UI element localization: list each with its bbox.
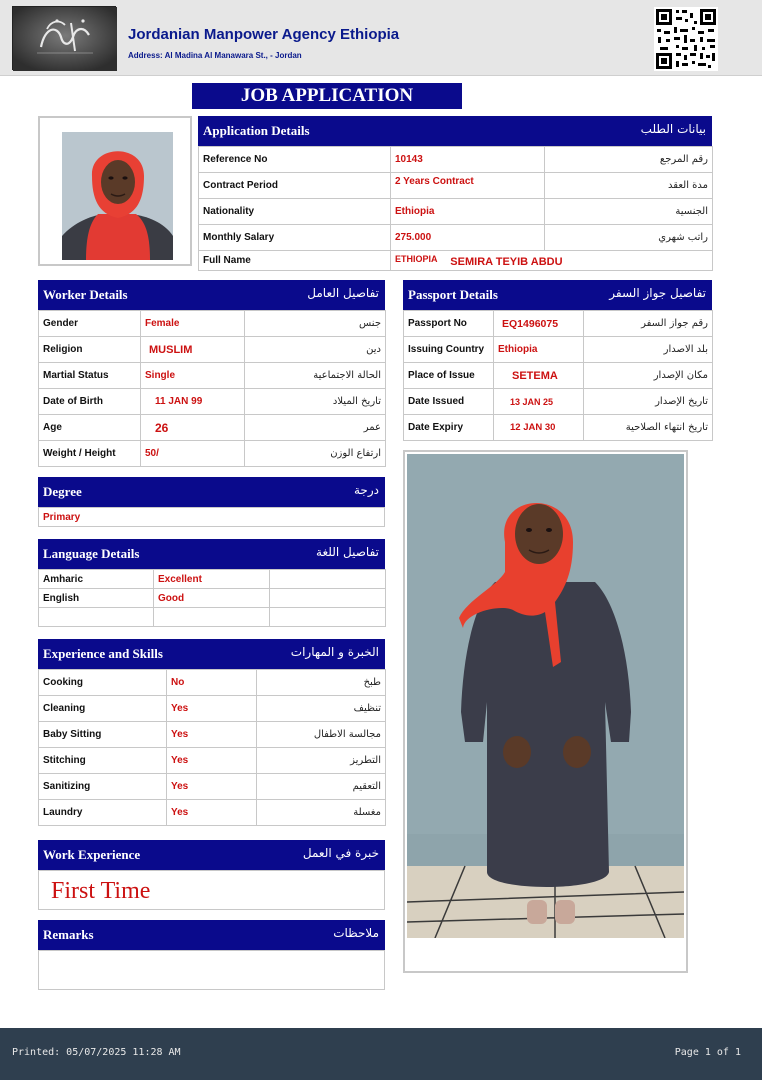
degree-title-ar: درجة [354, 483, 379, 497]
weight-height-label: Weight / Height [39, 441, 141, 467]
remarks-title: Remarks [43, 927, 94, 942]
remarks-header [38, 920, 385, 950]
monthly-salary-label-ar: راتب شهري [545, 225, 713, 251]
application-details-header [198, 116, 712, 146]
table-row [404, 311, 713, 337]
marital-status-label-ar: الحالة الاجتماعية [245, 363, 386, 389]
language-empty-cell [270, 570, 386, 589]
full-name-prefix: ETHIOPIA [395, 254, 438, 264]
skill-cleaning-value: Yes [167, 696, 257, 722]
age-label: Age [39, 415, 141, 441]
religion-value: MUSLIM [141, 337, 245, 363]
skill-laundry-label: Laundry [39, 800, 167, 826]
passport-details-title: Passport Details [408, 287, 498, 302]
worker-details-title: Worker Details [43, 287, 128, 302]
degree-value: Primary [43, 512, 81, 523]
date-issued-label-ar: تاريخ الإصدار [584, 389, 713, 415]
table-row [404, 389, 713, 415]
work-experience-title: Work Experience [43, 847, 141, 862]
table-row [39, 415, 386, 441]
table-row [404, 337, 713, 363]
table-row [199, 199, 713, 225]
table-row [199, 225, 713, 251]
place-of-issue-label: Place of Issue [404, 363, 494, 389]
table-row [39, 311, 386, 337]
application-details-table [198, 146, 713, 271]
page-number: Page 1 of 1 [674, 1047, 741, 1058]
full-name-label: Full Name [199, 251, 391, 271]
experience-skills-title: Experience and Skills [43, 646, 163, 661]
gender-label-ar: جنس [245, 311, 386, 337]
weight-height-label-ar: ارتفاع الوزن [245, 441, 386, 467]
language-empty-cell [39, 608, 154, 627]
degree-title: Degree [43, 484, 82, 499]
contract-period-value: 2 Years Contract [391, 173, 545, 199]
printed-timestamp: Printed: 05/07/2025 11:28 AM [12, 1047, 181, 1058]
passport-details-table [403, 310, 713, 441]
language-english-value: Good [154, 589, 270, 608]
experience-skills-title-ar: الخبرة و المهارات [290, 645, 379, 659]
issuing-country-label-ar: بلد الاصدار [584, 337, 713, 363]
full-name-value: SEMIRA TEYIB ABDU [450, 256, 563, 268]
work-experience-header [38, 840, 385, 870]
passport-photo [38, 116, 192, 266]
language-empty-cell [270, 608, 386, 627]
nationality-label: Nationality [199, 199, 391, 225]
reference-no-label: Reference No [199, 147, 391, 173]
logo-calligraphy-icon [13, 7, 117, 71]
skill-laundry-label-ar: مغسلة [257, 800, 386, 826]
issuing-country-label: Issuing Country [404, 337, 494, 363]
agency-address: Address: Al Madina Al Manawara St., - Jordan [128, 51, 302, 60]
experience-skills-header [38, 639, 385, 669]
full-name-cell [391, 251, 713, 271]
table-row [404, 363, 713, 389]
passport-details-header [403, 280, 712, 310]
age-value: 26 [141, 415, 245, 441]
contract-period-label-ar: مدة العقد [545, 173, 713, 199]
work-experience-title-ar: خبرة في العمل [302, 846, 379, 860]
date-of-birth-value: 11 JAN 99 [141, 389, 245, 415]
skill-cleaning-label-ar: تنظيف [257, 696, 386, 722]
skill-sanitizing-value: Yes [167, 774, 257, 800]
table-row [199, 173, 713, 199]
nationality-value: Ethiopia [391, 199, 545, 225]
remarks-title-ar: ملاحظات [333, 926, 379, 940]
worker-details-header [38, 280, 385, 310]
place-of-issue-value: SETEMA [494, 363, 584, 389]
table-row [39, 570, 386, 589]
skill-stitching-value: Yes [167, 748, 257, 774]
experience-skills-table [38, 669, 386, 826]
table-row [39, 722, 386, 748]
marital-status-value: Single [141, 363, 245, 389]
table-row [39, 389, 386, 415]
date-expiry-value: 12 JAN 30 [494, 415, 584, 441]
worker-details-table [38, 310, 386, 467]
qr-code-icon [654, 7, 718, 71]
skill-stitching-label: Stitching [39, 748, 167, 774]
passport-details-title-ar: تفاصيل جواز السفر [609, 286, 706, 300]
gender-label: Gender [39, 311, 141, 337]
language-details-title: Language Details [43, 546, 140, 561]
table-row [39, 608, 386, 627]
full-body-photo [403, 450, 688, 973]
print-footer [0, 1028, 762, 1080]
date-expiry-label: Date Expiry [404, 415, 494, 441]
language-empty-cell [270, 589, 386, 608]
language-details-title-ar: تفاصيل اللغة [316, 545, 379, 559]
passport-no-label: Passport No [404, 311, 494, 337]
table-row [199, 147, 713, 173]
skill-cooking-value: No [167, 670, 257, 696]
language-details-table [38, 569, 386, 627]
nationality-label-ar: الجنسية [545, 199, 713, 225]
date-expiry-label-ar: تاريخ انتهاء الصلاحية [584, 415, 713, 441]
contract-period-label: Contract Period [199, 173, 391, 199]
date-of-birth-label: Date of Birth [39, 389, 141, 415]
gender-value: Female [141, 311, 245, 337]
table-row [39, 670, 386, 696]
table-row [39, 696, 386, 722]
reference-no-label-ar: رقم المرجع [545, 147, 713, 173]
monthly-salary-value: 275.000 [391, 225, 545, 251]
page-header [0, 0, 762, 76]
table-row [39, 774, 386, 800]
skill-sanitizing-label-ar: التعقيم [257, 774, 386, 800]
table-row [199, 251, 713, 271]
skill-baby-sitting-label: Baby Sitting [39, 722, 167, 748]
degree-box [38, 507, 385, 527]
worker-details-title-ar: تفاصيل العامل [307, 286, 379, 300]
application-details-title-ar: بيانات الطلب [640, 122, 706, 136]
page-title: JOB APPLICATION [192, 83, 462, 109]
language-empty-cell [154, 608, 270, 627]
skill-stitching-label-ar: التطريز [257, 748, 386, 774]
table-row [404, 415, 713, 441]
skill-cooking-label-ar: طبخ [257, 670, 386, 696]
table-row [39, 363, 386, 389]
skill-laundry-value: Yes [167, 800, 257, 826]
skill-baby-sitting-value: Yes [167, 722, 257, 748]
passport-no-value: EQ1496075 [494, 311, 584, 337]
religion-label: Religion [39, 337, 141, 363]
weight-height-value: 50/ [141, 441, 245, 467]
language-english-label: English [39, 589, 154, 608]
table-row [39, 589, 386, 608]
place-of-issue-label-ar: مكان الإصدار [584, 363, 713, 389]
skill-baby-sitting-label-ar: مجالسة الاطفال [257, 722, 386, 748]
date-issued-label: Date Issued [404, 389, 494, 415]
degree-header [38, 477, 385, 507]
table-row [39, 800, 386, 826]
table-row [39, 748, 386, 774]
language-amharic-value: Excellent [154, 570, 270, 589]
religion-label-ar: دين [245, 337, 386, 363]
agency-name: Jordanian Manpower Agency Ethiopia [128, 26, 400, 43]
language-details-header [38, 539, 385, 569]
marital-status-label: Martial Status [39, 363, 141, 389]
monthly-salary-label: Monthly Salary [199, 225, 391, 251]
passport-no-label-ar: رقم جواز السفر [584, 311, 713, 337]
skill-sanitizing-label: Sanitizing [39, 774, 167, 800]
agency-logo [12, 6, 116, 70]
reference-no-value: 10143 [391, 147, 545, 173]
table-row [39, 337, 386, 363]
skill-cleaning-label: Cleaning [39, 696, 167, 722]
table-row [39, 441, 386, 467]
date-issued-value: 13 JAN 25 [494, 389, 584, 415]
age-label-ar: عمر [245, 415, 386, 441]
work-experience-box [38, 870, 385, 910]
skill-cooking-label: Cooking [39, 670, 167, 696]
work-experience-value: First Time [51, 878, 151, 904]
date-of-birth-label-ar: تاريخ الميلاد [245, 389, 386, 415]
issuing-country-value: Ethiopia [494, 337, 584, 363]
remarks-box [38, 950, 385, 990]
language-amharic-label: Amharic [39, 570, 154, 589]
application-details-title: Application Details [203, 123, 310, 138]
